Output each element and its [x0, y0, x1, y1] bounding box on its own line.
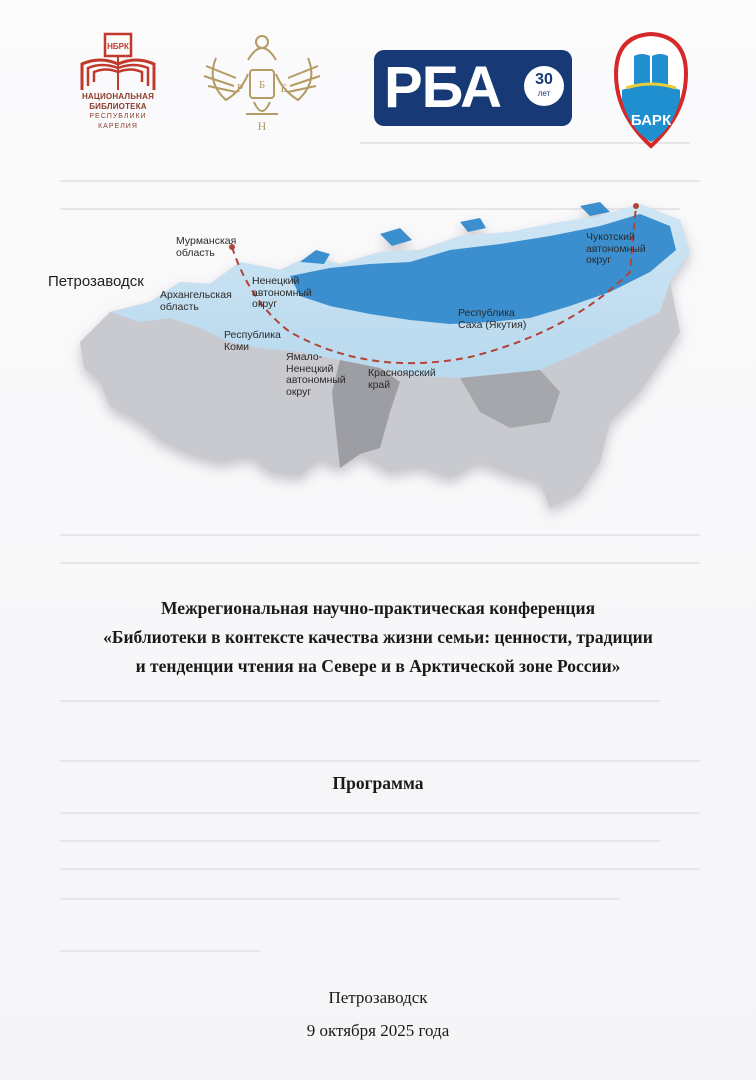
show-through-line	[60, 562, 700, 564]
show-through-line	[60, 760, 700, 762]
rba-badge-number: 30	[535, 71, 553, 88]
region-label-komi: Республика Коми	[224, 329, 281, 353]
region-label-arkhangelsk: Архангельская область	[160, 289, 232, 313]
region-label-murmansk: Мурманская область	[176, 235, 237, 259]
show-through-line	[60, 812, 700, 814]
eagle-letter: Б	[258, 79, 266, 91]
region-label-yakutia: Республика Саха (Якутия)	[458, 307, 527, 331]
footer-date: 9 октября 2025 года	[306, 1021, 450, 1040]
nbrk-caption-line: РЕСПУБЛИКИ	[89, 113, 147, 120]
conference-title-line: «Библиотеки в контексте качества жизни семьи: ценности, традиции	[103, 627, 653, 647]
conference-title-line: и тенденции чтения на Севере и в Арктической зоне России»	[135, 656, 621, 676]
route-end-point	[633, 203, 639, 209]
nbrk-caption-line: КАРЕЛИЯ	[98, 123, 138, 130]
conference-title	[40, 594, 716, 681]
bark-logo	[612, 30, 690, 150]
region-label-nenets: Ненецкий автономный округ	[252, 275, 312, 310]
nbrk-caption-line: НАЦИОНАЛЬНАЯ	[81, 92, 155, 101]
eagle-letter: Н	[257, 119, 267, 133]
rba-logo	[374, 50, 572, 126]
show-through-line	[60, 898, 620, 900]
bark-logo-text: БАРК	[630, 112, 672, 129]
show-through-line	[60, 950, 260, 952]
show-through-line	[60, 868, 700, 870]
region-label-krasnoyarsk: Красноярский край	[368, 367, 436, 391]
bark-shield-icon	[612, 30, 690, 150]
rba-logo-text: РБА	[384, 55, 502, 120]
rba-badge-label: лет	[537, 89, 551, 98]
show-through-line	[60, 700, 660, 702]
double-headed-eagle-icon	[196, 30, 328, 138]
national-library-karelia-logo	[76, 30, 160, 138]
nbrk-caption	[76, 92, 160, 132]
region-label-chukotka: Чукотский автономный округ	[586, 231, 646, 266]
russian-library-eagle-emblem	[196, 30, 328, 138]
rba-anniversary-badge	[524, 66, 564, 106]
conference-title-line: Межрегиональная научно-практическая конференция	[160, 598, 596, 618]
eagle-letter: Б	[280, 81, 288, 95]
footer-city: Петрозаводск	[328, 988, 428, 1007]
show-through-line	[60, 840, 660, 842]
russia-arctic-map	[40, 192, 720, 532]
nbrk-badge-text: НБРК	[107, 42, 129, 51]
nbrk-caption-line: БИБЛИОТЕКА	[89, 102, 147, 111]
eagle-letter: Р	[236, 81, 244, 95]
program-label: Программа	[332, 773, 424, 793]
region-label-yamal: Ямало- Ненецкий автономный округ	[286, 351, 346, 398]
map-city-label: Петрозаводск	[48, 273, 144, 290]
show-through-line	[60, 534, 700, 536]
library-building-icon	[76, 30, 160, 92]
show-through-line	[60, 180, 700, 182]
